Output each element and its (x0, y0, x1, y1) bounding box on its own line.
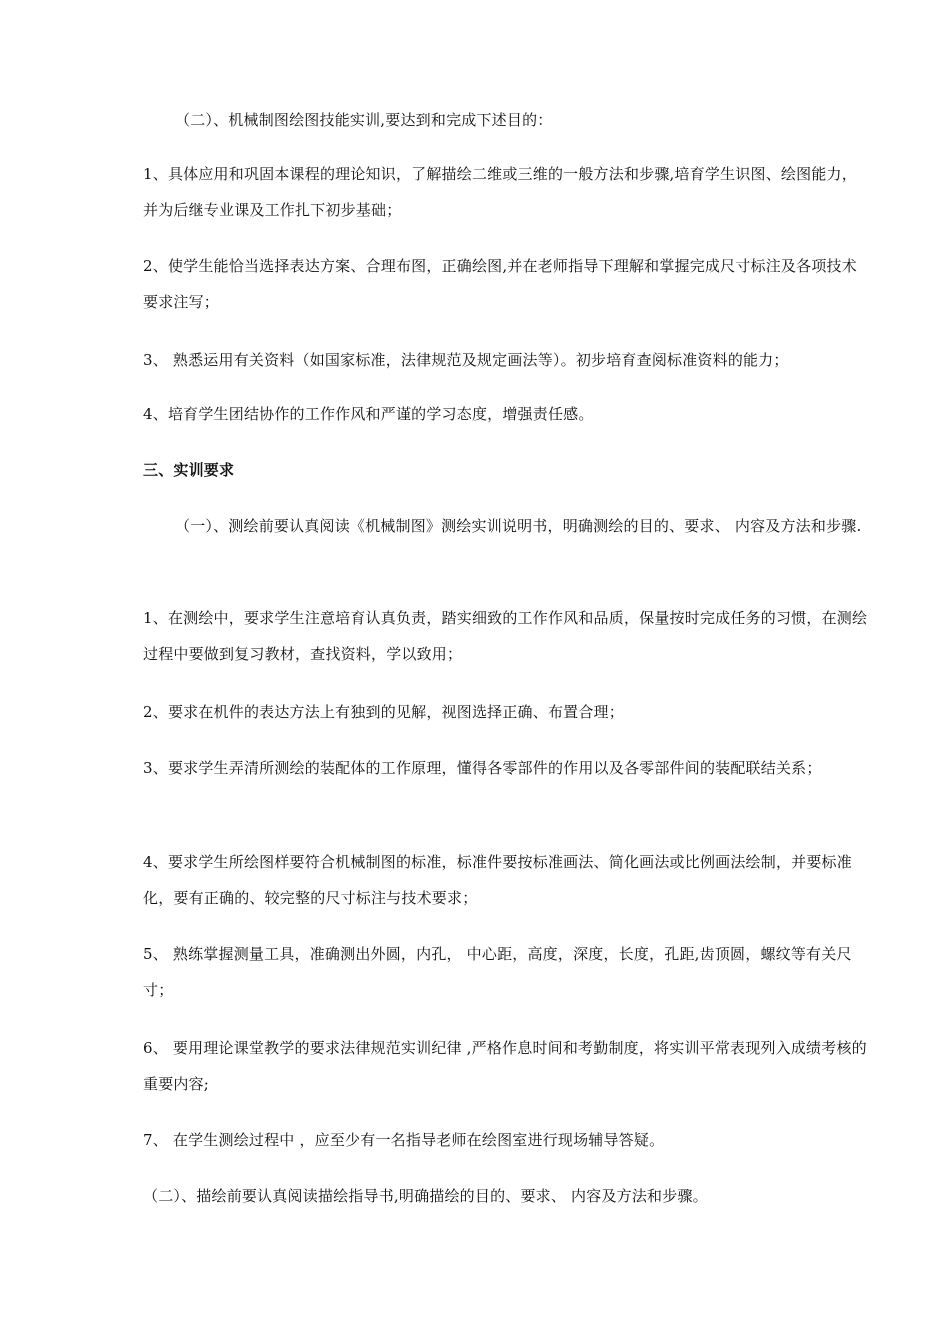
requirement-item-3: 3、要求学生弄清所测绘的装配体的工作原理，懂得各零部件的作用以及各零部件间的装配联结关系； (143, 759, 822, 777)
requirement-item-6: 6、 要用理论课堂教学的要求法律规范实训纪律 ,严格作息时间和考勤制度，将实训平常表现列入成绩考核的重要内容; (143, 1039, 867, 1093)
section-heading-requirements: 三、实训要求 (143, 461, 235, 479)
goal-item-4: 4、培育学生团结协作的工作作风和严谨的学习态度，增强责任感。 (143, 405, 594, 423)
section-two-intro: （二）、机械制图绘图技能实训,要达到和完成下述目的： (175, 111, 553, 129)
goal-item-3: 3、 熟悉运用有关资料（如国家标准，法律规范及规定画法等）。初步培育查阅标准资料的能力； (143, 351, 789, 369)
subsection-two-intro: （二）、描绘前要认真阅读描绘指导书,明确描绘的目的、要求、 内容及方法和步骤。 (143, 1187, 708, 1205)
requirement-item-7: 7、 在学生测绘过程中 ，应至少有一名指导老师在绘图室进行现场辅导答疑。 (143, 1131, 665, 1149)
requirement-item-4: 4、要求学生所绘图样要符合机械制图的标准，标准件要按标准画法、简化画法或比例画法绘制，并要标准化，要有正确的、较完整的尺寸标注与技术要求； (143, 853, 852, 907)
goal-item-1: 1、具体应用和巩固本课程的理论知识，了解描绘二维或三维的一般方法和步骤,培育学生识图、绘图能力，并为后继专业课及工作扎下初步基础； (143, 165, 857, 219)
requirement-item-2: 2、要求在机件的表达方法上有独到的见解，视图选择正确、布置合理； (143, 703, 624, 721)
subsection-one-intro: （一）、测绘前要认真阅读《机械制图》测绘实训说明书，明确测绘的目的、要求、 内容及方法和步骤. (175, 517, 862, 535)
goal-item-2: 2、使学生能恰当选择表达方案、合理布图，正确绘图,并在老师指导下理解和掌握完成尺寸标注及各项技术要求注写； (143, 257, 857, 311)
requirement-item-5: 5、 熟练掌握测量工具，准确测出外圆，内孔， 中心距，高度，深度，长度，孔距,齿顶圆，螺纹等有关尺寸； (143, 945, 852, 999)
requirement-item-1: 1、在测绘中，要求学生注意培育认真负责，踏实细致的工作作风和品质，保量按时完成任务的习惯，在测绘过程中要做到复习教材，查找资料，学以致用； (143, 609, 868, 663)
